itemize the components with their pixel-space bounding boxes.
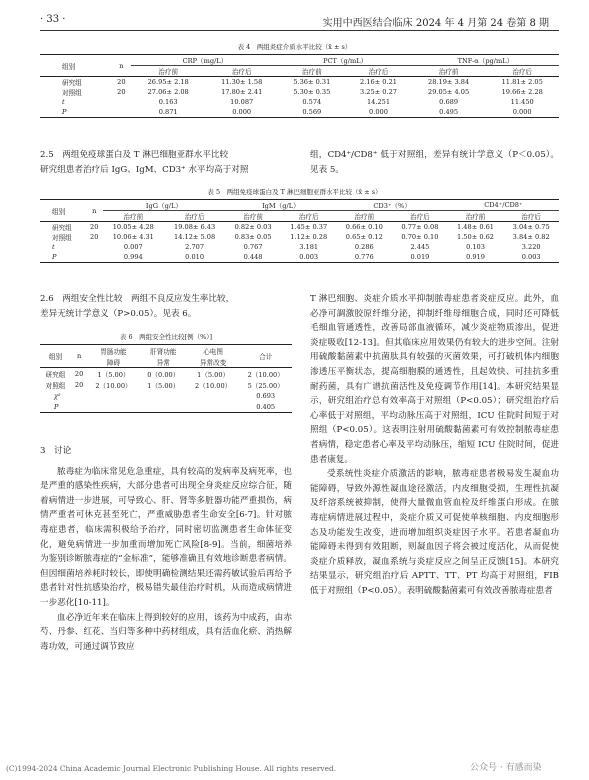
col-liver: 肝肾功能 — [150, 347, 177, 356]
cell: 对照组 — [45, 381, 66, 390]
cell: 0.776 — [354, 253, 374, 261]
col-after: 治疗后 — [410, 213, 430, 221]
cell — [111, 107, 131, 118]
cell: 20 — [90, 223, 99, 231]
paragraph: 研究组患者治疗后 IgG、IgM、CD3⁺ 水平均高于对照 — [40, 164, 249, 175]
col-n: n — [119, 61, 124, 70]
cell: 0.000 — [369, 108, 388, 116]
cell — [187, 401, 240, 413]
cell: 2（10.00） — [95, 381, 132, 390]
cell: 1（5.00） — [197, 370, 230, 379]
table-subheader-row — [40, 211, 559, 222]
table-row — [40, 379, 292, 390]
cell: 0.000 — [512, 108, 532, 116]
cell: 0.70± 0.10 — [401, 233, 439, 241]
col-before: 治疗前 — [438, 68, 459, 76]
col-tnf: TNF-α（pg/mL） — [412, 55, 559, 66]
cell: 0.163 — [158, 98, 178, 106]
cell: 20 — [117, 88, 126, 96]
table-row — [40, 222, 559, 233]
col-before: 治疗前 — [158, 68, 179, 76]
table5-caption: 表 5 两组免疫球蛋白及 T 淋巴细胞亚群水平比较（x̄ ± s） — [207, 188, 382, 196]
cell: 3.04± 0.75 — [512, 223, 550, 231]
cell: 0.66± 0.10 — [345, 223, 383, 231]
col-crp: CRP（mg/L） — [131, 55, 278, 66]
cell: 0.003 — [521, 253, 541, 261]
col-liver-sub: 异常 — [156, 358, 170, 367]
header-rule — [40, 30, 559, 31]
cell: 0.65± 0.12 — [345, 233, 383, 241]
cell: 26.95± 2.18 — [147, 78, 189, 86]
cell: 5（25.00） — [247, 381, 284, 390]
col-ecg-sub: 异常改变 — [199, 358, 227, 367]
cell: t — [52, 243, 55, 251]
cell: 14.251 — [366, 98, 391, 106]
cell: 0.007 — [123, 243, 143, 251]
cell — [140, 401, 187, 413]
col-group: 组别 — [52, 207, 66, 216]
cell: 29.05± 4.05 — [428, 88, 470, 96]
cell: 10.05± 4.28 — [112, 223, 154, 231]
cell: 3.25± 0.27 — [360, 88, 397, 96]
col-after: 治疗后 — [184, 213, 205, 221]
cell: 20 — [74, 380, 84, 389]
cell: 对照组 — [52, 234, 72, 242]
table4-caption: 表 4 两组炎症介质水平比较（x̄ ± s） — [237, 43, 352, 51]
cell — [111, 97, 131, 107]
cell: t — [62, 98, 65, 106]
discussion-right — [310, 292, 559, 598]
cell: 20 — [90, 233, 99, 241]
cell: 2.445 — [410, 243, 430, 251]
col-igg: IgG（g/L） — [103, 200, 226, 211]
table-row — [40, 87, 559, 97]
discussion-left — [40, 444, 292, 654]
cell: 11.30± 1.58 — [221, 78, 263, 86]
col-before: 治疗前 — [301, 68, 322, 76]
col-cd4cd8: CD4⁺/CD8⁺ — [448, 200, 559, 211]
col-pct: PCT（g/mL） — [278, 55, 411, 66]
cell: 0.286 — [354, 243, 374, 251]
cell: 28.19± 3.84 — [428, 78, 470, 86]
paragraph: T 淋巴细胞、炎症介质水平抑制脓毒症患者炎症反应。此外，血必净可調激胶原纤维分泌，抑制纤维母细胞合成，同时还可降低毛细血管通透性，改善局部血液循环，减少炎症物质渗出，促进炎症吸收[12-13]。但其临床应用效果仍有较大的进步空间。注射用硫酸黏菌素中抗菌肽具有较强的灭菌效果，可打破机体内细胞渗透压平衡状态，提高细胞膜的通透性，且起效快、可挂抗多重耐药菌，具有广谱抗菌活性及免疫调节作用[14]。本研究结果显示，研究组治疗总有效率高于对照组（P<0.05）；研究组治疗后心率低于对照组，平均动脉压高于对照组，ICU 住院时间短于对照组（P<0.05）。这表明注射用硫酸黏菌素可有效控制脓毒症患者病情，稳定患者心率及平均动脉压，缩短 ICU 住院时间，促进患者康复。 — [310, 294, 559, 465]
section-heading: 2.6 两组安全性比较 — [40, 294, 123, 304]
col-after: 治疗后 — [521, 213, 542, 221]
col-igm: IgM（g/L） — [225, 200, 336, 211]
table-row — [40, 77, 559, 88]
cell: 2（10.00） — [194, 381, 232, 390]
table-row — [40, 368, 292, 380]
table6 — [40, 344, 292, 413]
cell: 0.919 — [466, 253, 485, 261]
col-before: 治疗前 — [243, 213, 263, 221]
cell: 2.707 — [185, 243, 205, 251]
cell — [87, 390, 140, 401]
table-row — [40, 390, 292, 401]
cell: 14.12± 5.08 — [174, 233, 216, 241]
table-row — [40, 242, 559, 252]
cell: 2（10.00） — [247, 370, 284, 379]
cell: 1.12± 0.28 — [290, 233, 328, 241]
cell: 1.45± 0.37 — [290, 223, 328, 231]
cell: 1（5.00） — [147, 381, 180, 390]
cell: 2.16± 0.21 — [360, 78, 397, 86]
cell: 20 — [117, 78, 126, 86]
col-gi: 胃肠功能 — [100, 347, 127, 356]
cell — [71, 390, 87, 401]
table-row — [40, 252, 559, 263]
cell: 0.871 — [158, 108, 178, 116]
cell: 3.181 — [299, 243, 319, 251]
col-gi-sub: 障碍 — [106, 358, 121, 367]
cell: 11.81± 2.05 — [501, 78, 543, 86]
table-header-row — [40, 55, 559, 66]
table-header-row — [40, 200, 559, 211]
cell: 0.405 — [256, 402, 276, 411]
cell — [71, 401, 87, 413]
table-header-row — [40, 345, 292, 357]
cell: 1.48± 0.61 — [457, 223, 494, 231]
paragraph-text: 两组不良反应发生率比较， — [131, 294, 235, 304]
cell: 0.569 — [302, 108, 322, 116]
cell: 0.495 — [439, 108, 459, 116]
cell: 0.82± 0.03 — [234, 223, 272, 231]
cell: 研究组 — [62, 79, 82, 87]
journal-title: 实用中西医结合临床 2024 年 4 月第 24 卷第 8 期 — [322, 18, 549, 29]
cell: 5.30± 0.35 — [293, 88, 331, 96]
cell: 0.010 — [185, 253, 205, 261]
col-n: n — [76, 352, 82, 360]
cell: 10.06± 4.31 — [112, 233, 154, 241]
watermark: 公众号 · 有感而染 — [470, 763, 542, 773]
paragraph: 受系统性炎症介质激活的影响，脓毒症患者极易发生凝血功能障碍，导致外源性凝血途径激活，内皮细胞受损，生理性抗凝及纤溶系统被抑制，使得大量微血管血栓及纤维蛋白形成。在脓毒症病情进展过程中，炎症介质又可促使单核细胞、内皮细胞形态及功能发生改变，进而增加组织炎症因子水平。若患者凝血功能障碍未得到有效阻断，则凝血因子将会被过度活化，从而促使炎症介质释放，凝血系统与炎症反应之间呈正反馈[15]。本研究结果显示，研究组治疗后 APTT、TT、PT 均高于对照组，FIB 低于对照组（P<0.05）。表明硫酸黏菌素可有效改善脓毒症患者 — [310, 469, 559, 596]
cell — [86, 242, 103, 252]
cell: 研究组 — [45, 370, 66, 379]
cell: χ² — [54, 391, 61, 400]
table6-caption: 表 6 两组安全性比较[例（%）] — [119, 333, 213, 341]
cell: 0.994 — [123, 253, 143, 261]
col-after: 治疗后 — [512, 68, 533, 76]
col-before: 治疗前 — [465, 213, 486, 221]
col-after: 治疗后 — [368, 68, 389, 76]
cell: P — [54, 402, 59, 411]
col-cd3: CD3⁺（%） — [336, 200, 447, 211]
cell: 1（5.00） — [97, 370, 130, 379]
cell — [87, 401, 140, 413]
col-total: 合计 — [259, 353, 273, 361]
table-row — [40, 232, 559, 242]
cell: 0.767 — [243, 243, 263, 251]
paragraph: 血必净近年来在临床上得到较好的应用，该药为中成药，由赤芍、丹参、红花、当归等多种中药材组成，具有活血化瘀、消热解毒功效，可通过调节致应 — [40, 612, 292, 652]
section-2-6-line1 — [40, 292, 292, 307]
table5 — [40, 199, 559, 263]
section-heading: 3 讨论 — [40, 446, 72, 456]
cell: 10.087 — [230, 98, 254, 106]
cell: 对照组 — [62, 89, 82, 97]
col-before: 治疗前 — [354, 213, 375, 221]
cell — [187, 390, 240, 401]
cell: P — [62, 108, 67, 116]
cell: 0.83± 0.05 — [234, 233, 272, 241]
cell: 0.003 — [299, 253, 319, 261]
cell: 0.019 — [410, 253, 430, 261]
table4 — [40, 54, 559, 118]
cell: 0.448 — [243, 253, 263, 261]
cell: 17.80± 2.41 — [221, 88, 263, 96]
table-row — [40, 97, 559, 107]
section-2-5-right: 组，CD4⁺/CD8⁺ 低于对照组，差异有统计学意义（P＜0.05）。见表 5。 — [310, 150, 559, 175]
cell: 研究组 — [52, 224, 72, 232]
cell — [140, 390, 187, 401]
cell: 0.77± 0.08 — [401, 223, 439, 231]
cell — [86, 252, 103, 263]
col-after: 治疗后 — [298, 213, 319, 221]
col-group: 组别 — [62, 62, 76, 71]
col-before: 治疗前 — [123, 213, 144, 221]
cell: 19.08± 6.43 — [174, 223, 216, 231]
page-number: · 33 · — [40, 14, 66, 25]
table-row — [40, 401, 292, 413]
cell: 3.220 — [521, 243, 541, 251]
paragraph: 脓毒症为临床常见危急重症，具有较高的发病率及病死率，也是严重的感染性疾病，大部分患者可出现全身炎症反应综合征，随着病情进一步进展，可导致心、肝、肾等多脏器功能严重损伤，病情严重者可休克甚至死亡，严重威胁患者生命安全[6-7]。针对脓毒症患者，临床需积极给予治疗，同时密切监测患者生命体征变化，避免病情进一步加重而增加死亡风险[8-9]。当前，细菌培养为鉴别诊断脓毒症的“金标准”，能够准确且有效地诊断患者病情。但因细菌培养耗时较长，即使明确检测结果还需药敏试验后再给予患者针对性抗感染治疗，极易错失最佳治疗时机，从而造成病情进一步恶化[10-11]。 — [40, 466, 292, 608]
col-n: n — [92, 206, 97, 215]
cell: 11.450 — [510, 98, 534, 106]
col-ecg: 心电图 — [203, 347, 223, 356]
section-2-6-line2: 差异无统计学意义（P>0.05）。见表 6。 — [40, 308, 197, 319]
cell: 0.000 — [232, 108, 252, 116]
col-group: 组别 — [48, 353, 63, 361]
col-after: 治疗后 — [231, 68, 252, 76]
copyright-notice: (C)1994-2024 China Academic Journal Electronic Publishing House. All rights reserved. — [6, 764, 337, 773]
cell: 1.50± 0.62 — [457, 233, 494, 241]
section-2-6 — [40, 292, 292, 321]
cell: 0.689 — [439, 98, 459, 106]
cell: 0（0.00） — [147, 370, 180, 379]
section-2-5-left — [40, 148, 292, 177]
section-heading: 2.5 两组免疫球蛋白及 T 淋巴细胞亚群水平比较 — [40, 150, 229, 160]
cell: 0.574 — [302, 98, 322, 106]
cell: 0.693 — [256, 391, 276, 400]
cell: 19.66± 2.28 — [501, 88, 543, 96]
cell: P — [52, 253, 57, 261]
cell: 3.84± 0.82 — [512, 233, 550, 241]
table-row — [40, 107, 559, 118]
cell: 0.103 — [466, 243, 485, 251]
cell: 27.06± 2.08 — [147, 88, 189, 96]
cell: 5.36± 0.31 — [293, 78, 331, 86]
cell: 20 — [74, 369, 84, 378]
